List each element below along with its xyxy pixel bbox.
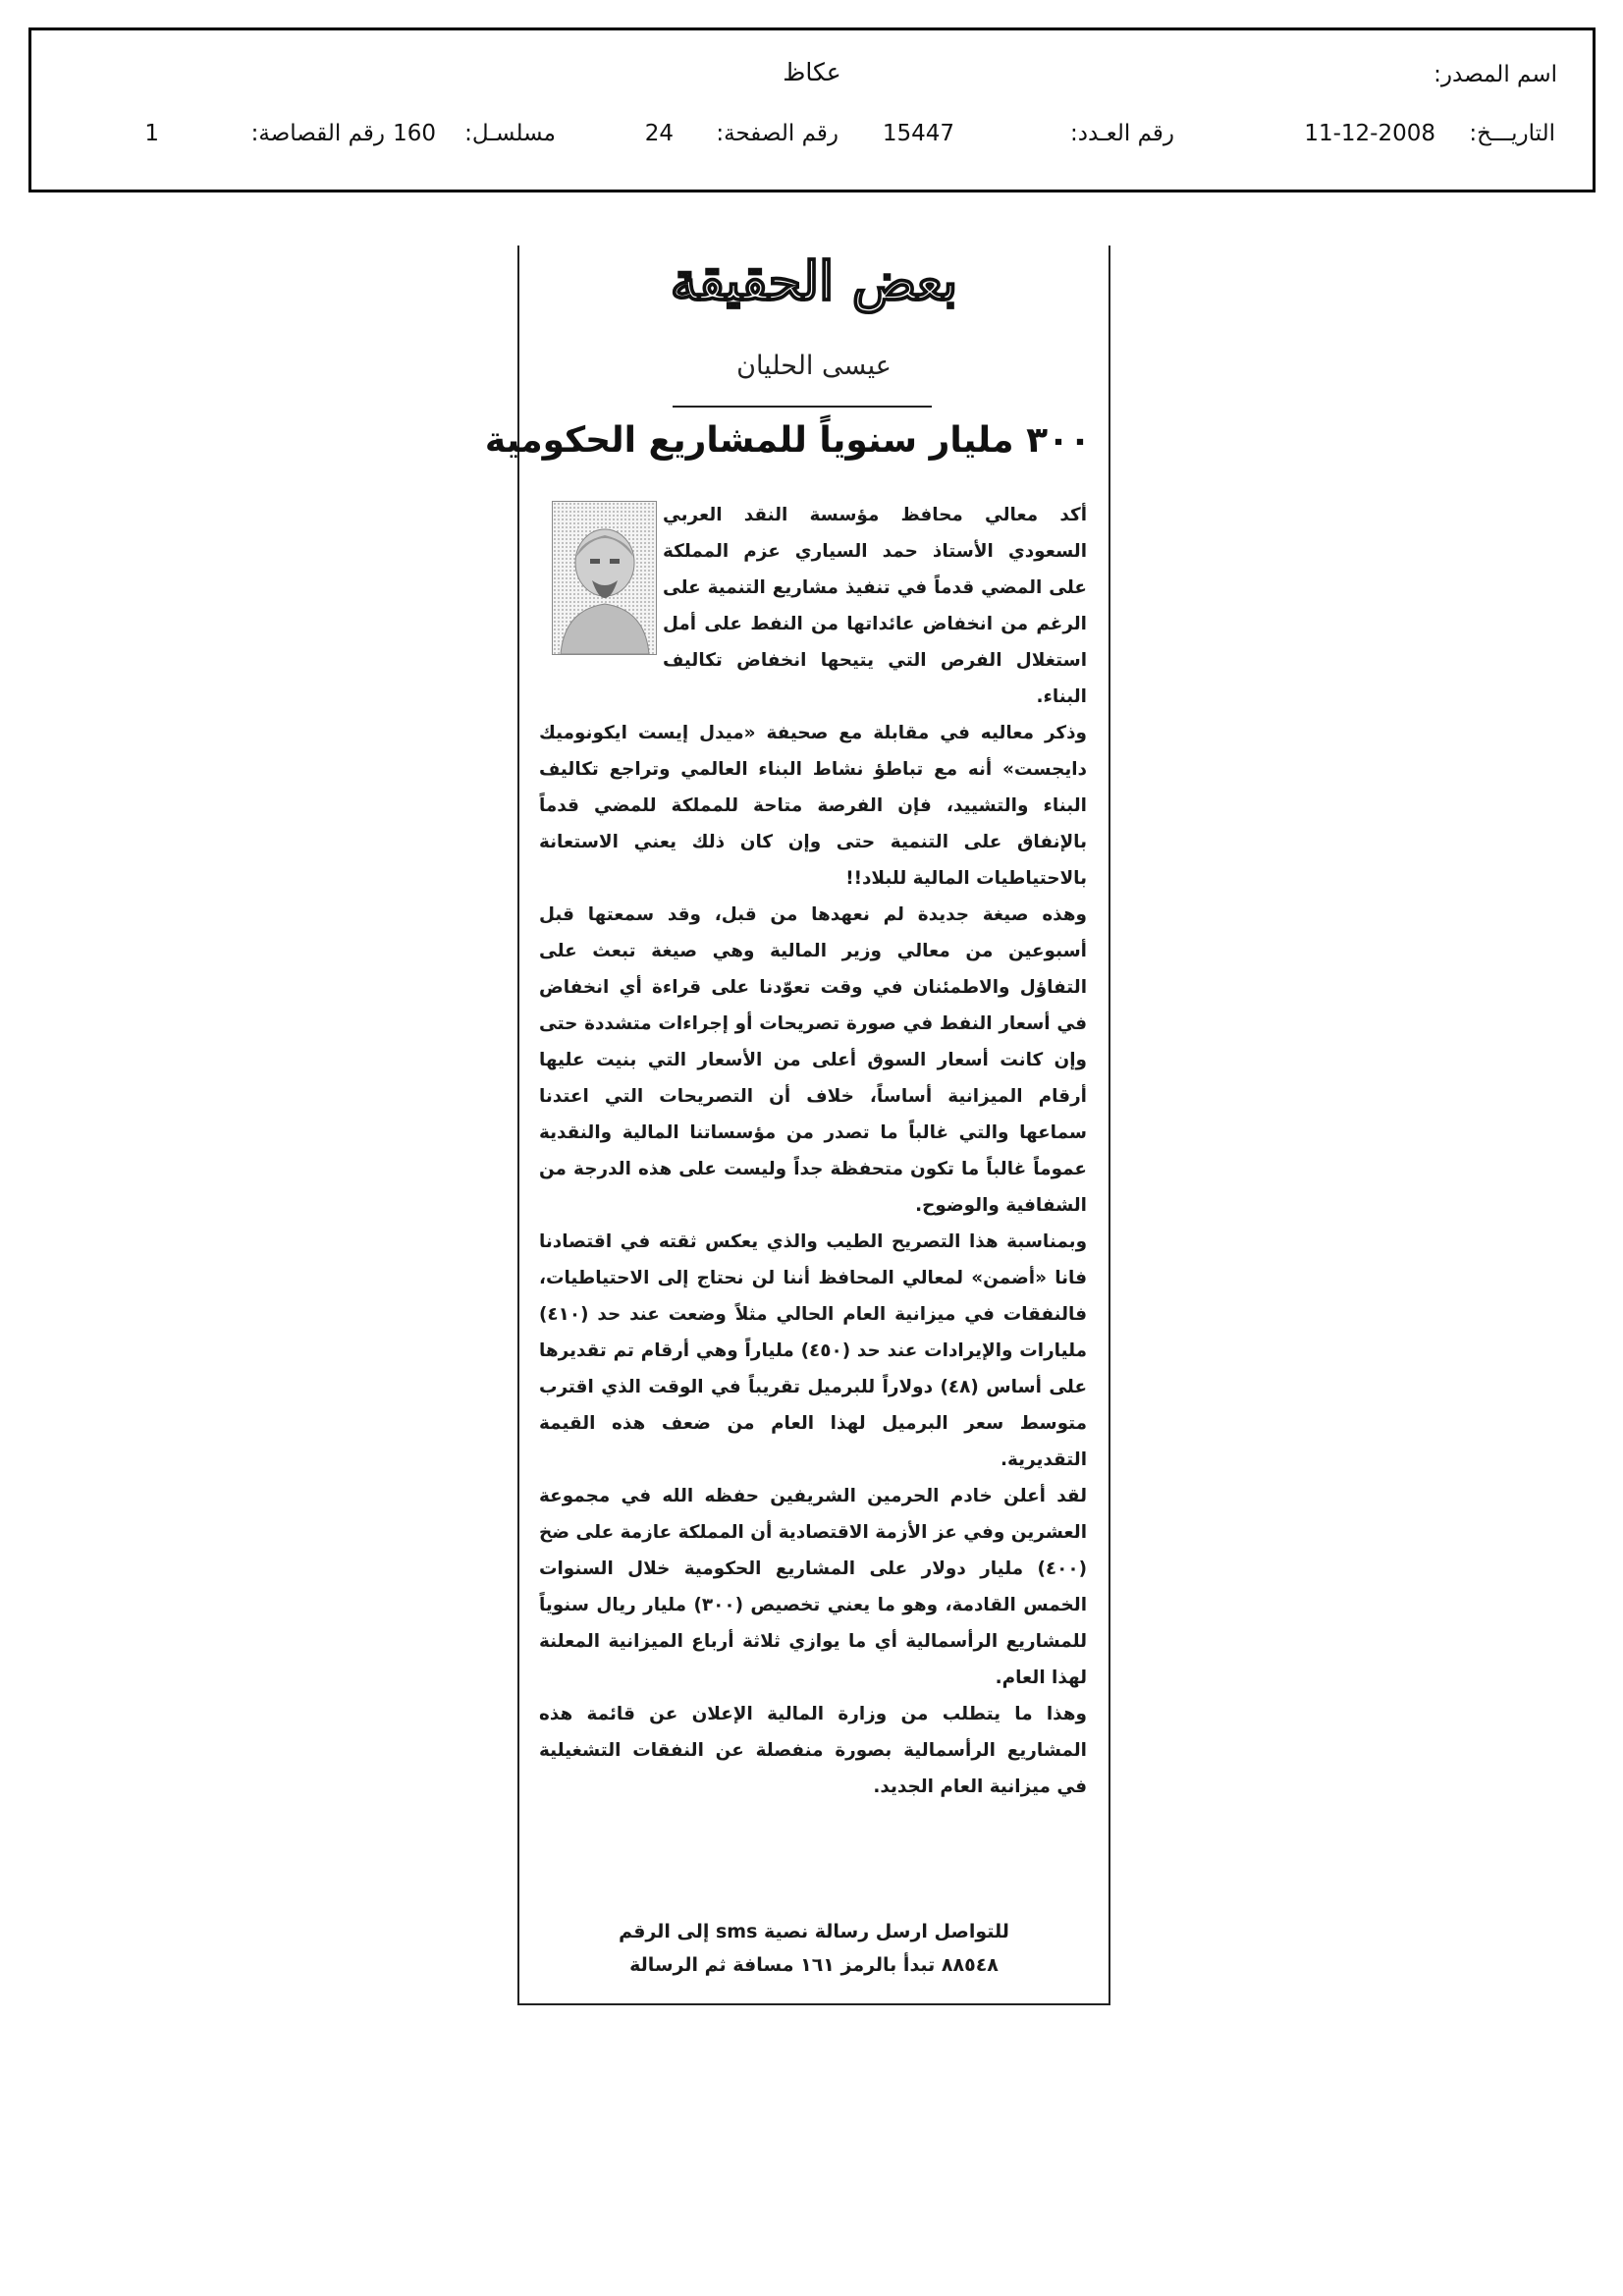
column-title: بعض الحقيقة [670,249,958,312]
issue-number-label: رقم العـدد: [1069,121,1174,146]
article-column [484,246,1110,2005]
paragraph: وذكر معاليه في مقابلة مع صحيفة «ميدل إيست ايكونوميك دايجست» أنه مع تباطؤ نشاط البناء العالمي وتراجع تكاليف البناء والتشييد، فإن الفرصة متاحة للمملكة للمضي قدماً بالإنفاق على التنمية حتى وإن كان ذلك يعني الاستعانة بالاحتياطيات المالية للبلاد!! [539,723,1087,889]
source-name: عكاظ [783,58,841,86]
article-headline: ٣٠٠ مليار سنوياً للمشاريع الحكومية [484,420,1091,461]
page-number-label: رقم الصفحة: [716,121,839,146]
date-label: التاريـــخ: [1469,121,1555,146]
clip-number-value: 1 [144,121,159,146]
author-name: عيسى الحليان [736,351,892,381]
paragraph: أكد معالي محافظ مؤسسة النقد العربي السعودي الأستاذ حمد السياري عزم المملكة على المضي قدماً في تنفيذ مشاريع التنمية على الرغم من انخفاض عائداتها من النفط على أمل استغلال الفرص التي يتيحها انخفاض تكاليف البناء. [663,505,1087,707]
paragraph: لقد أعلن خادم الحرمين الشريفين حفظه الله في مجموعة العشرين وفي عز الأزمة الاقتصادية أن المملكة عازمة على ضخ (٤٠٠) مليار دولار على المشاريع الحكومية خلال السنوات الخمس القادمة، وهو ما يعني تخصيص (٣٠٠) مليار ريال سنوياً للمشاريع الرأسمالية أي ما يوازي ثلاثة أرباع الميزانية المعلنة لهذا العام. [539,1486,1087,1688]
contact-footer [519,1915,1109,1982]
paragraph: وبمناسبة هذا التصريح الطيب والذي يعكس ثقته في اقتصادنا فانا «أضمن» لمعالي المحافظ أننا لن نحتاج إلى الاحتياطيات، فالنفقات في ميزانية العام الحالي مثلاً وضعت عند حد (٤١٠) مليارات والإيرادات عند حد (٤٥٠) ملياراً وهي أرقام تم تقديرها على أساس (٤٨) دولاراً للبرميل تقريباً في الوقت الذي اقترب متوسط سعر البرميل لهذا العام من ضعف هذه القيمة التقديرية. [539,1231,1088,1470]
article-body [539,497,1087,1805]
source-label: اسم المصدر: [1434,62,1557,87]
paragraph: وهذه صيغة جديدة لم نعهدها من قبل، وقد سمعتها قبل أسبوعين من معالي وزير المالية وهي صيغة تبعث على التفاؤل والاطمئنان في وقت تعوّدنا على قراءة أي انخفاض في أسعار النفط في صورة تصريحات أو إجراءات متشددة حتى وإن كانت أسعار السوق أعلى من الأسعار التي بنيت عليها أرقام الميزانية أساساً، خلاف أن التصريحات التي اعتدنا سماعها والتي غالباً ما تصدر من مؤسساتنا المالية والنقدية عموماً غالباً ما تكون متحفظة جداً وليست على هذه الدرجة من الشفافية والوضوح. [539,904,1087,1216]
date-value: 11-12-2008 [1304,121,1435,146]
clipping-header [28,27,1596,192]
clip-number-label: رقم القصاصة: [250,121,385,146]
contact-line: للتواصل ارسل رسالة نصية sms إلى الرقم [619,1921,1009,1942]
divider [673,406,932,408]
issue-number-value: 15447 [882,121,954,146]
serial-value: 160 [393,121,436,146]
serial-label: مسلسـل: [464,121,556,146]
page-number-value: 24 [644,121,674,146]
paragraph: وهذا ما يتطلب من وزارة المالية الإعلان عن قائمة هذه المشاريع الرأسمالية بصورة منفصلة عن النفقات التشغيلية في ميزانية العام الجديد. [539,1704,1087,1797]
contact-line: ٨٨٥٤٨ تبدأ بالرمز ١٦١ مسافة ثم الرسالة [629,1954,999,1976]
